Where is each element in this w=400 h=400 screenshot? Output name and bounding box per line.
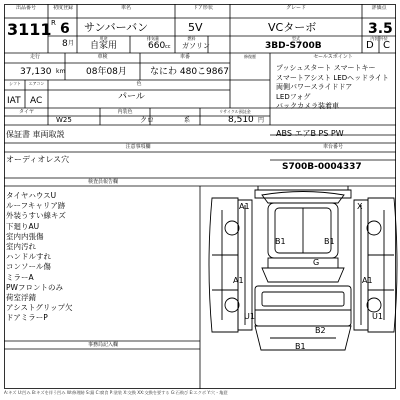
report-line: 外装うすい線キズ	[6, 211, 66, 221]
notes-value: オーディオレス穴	[6, 155, 70, 164]
plate-value: なにわ 480こ9867	[150, 67, 229, 77]
mileage-value: 37,130	[20, 67, 52, 77]
equipment-value: ABS エアB PS PW	[276, 129, 344, 138]
label-history: 修復歴	[244, 54, 256, 59]
label-aircon: エアコン	[28, 81, 45, 86]
grade-value: VCターボ	[268, 21, 317, 34]
label-tire: タイヤ	[19, 109, 34, 115]
label-year: 初度登録	[52, 5, 73, 11]
color-value: パール	[118, 92, 145, 102]
selling-point: LEDフォグ	[276, 92, 311, 101]
selling-point: スマートアシスト LEDヘッドライト	[276, 73, 389, 82]
reg-month: 8	[62, 39, 68, 49]
report-line: ドアミラーP	[6, 313, 48, 323]
label-color: 色	[136, 81, 142, 87]
damage-mark-a1-left: A1	[233, 276, 244, 285]
report-line: ルーフキャリア跡	[6, 201, 66, 211]
damage-mark-b1-left: B1	[275, 237, 286, 246]
interior-grade: D	[366, 40, 374, 51]
damage-mark-u1-left: U1	[244, 312, 255, 321]
warranty-value: 保証書 車両取説	[6, 130, 65, 139]
label-notes: 注意事項欄	[125, 144, 151, 150]
label-selling-points: セールスポイント	[313, 54, 353, 60]
report-line: 室内内張傷	[6, 231, 44, 241]
report-line: アシストグリップ欠	[6, 303, 73, 313]
label-exhibitor: 事務局記入欄	[87, 342, 118, 348]
reg-month-unit: 月	[68, 40, 75, 47]
label-fuel: 燃料	[187, 36, 196, 41]
displacement-unit: cc	[165, 44, 171, 50]
model-value: 3BD-S700B	[265, 41, 322, 51]
damage-mark-b1-bottom: B1	[295, 342, 306, 351]
label-plate: 車番	[179, 54, 190, 60]
report-line: 荷室浮錆	[6, 293, 36, 303]
car-name: サンバーバン	[84, 21, 149, 34]
score-value: 3.5	[368, 21, 393, 37]
fuel-value: ガソリン	[182, 42, 210, 50]
chassis-value: S700B-0004337	[282, 162, 362, 172]
selling-point: バックカメラ装着車	[276, 102, 339, 110]
era-mark: R	[51, 19, 56, 27]
damage-mark-a1-right: A1	[362, 276, 373, 285]
aircon-value: AC	[30, 96, 43, 106]
recycle-unit: 円	[258, 117, 265, 124]
damage-mark-u1-right: U1	[372, 312, 383, 321]
car-diagram	[209, 186, 397, 350]
label-doors: ドア形状	[193, 5, 213, 11]
trim-value: クロ	[140, 116, 154, 124]
label-int-ext: 内装 外装	[370, 36, 388, 41]
damage-mark-b1-mid: B1	[324, 237, 335, 246]
damage-mark-a1-top: A1	[239, 202, 250, 211]
reg-year: 6	[60, 21, 70, 37]
inspection-date: 08年08月	[86, 67, 127, 77]
selling-point: 両側パワースライドドア	[276, 83, 353, 91]
inspector-report-list	[6, 191, 196, 324]
label-displacement: 排気量	[147, 36, 159, 41]
door-type: 5V	[188, 21, 203, 34]
label-shift: シフト	[9, 81, 21, 86]
label-model: 型式	[292, 36, 300, 41]
label-mileage: 走行	[29, 54, 40, 60]
tire-value: W25	[56, 116, 72, 124]
damage-mark-x-top: X	[357, 202, 363, 211]
label-exhibit-no: 出品番号	[15, 5, 36, 11]
label-purpose: 用途	[99, 36, 108, 41]
label-score: 評価点	[371, 5, 387, 11]
footer-legend: A:キズ U:凹み B:キズを伴う凹み W:修理跡 S:錆 C:腐食 P:塗装 X:交換 XX:交換を要する G:石飛び E:エクボ Y:穴・亀裂	[4, 390, 228, 395]
lot-number: 3111	[7, 20, 52, 39]
exterior-grade: C	[383, 40, 390, 51]
damage-mark-b2: B2	[315, 326, 326, 335]
report-line: コンソール傷	[6, 262, 51, 272]
damage-mark-g: G	[313, 258, 320, 267]
trim-unit: 系	[184, 117, 191, 124]
selling-point: プッシュスタート スマートキー	[276, 64, 376, 72]
report-line: ミラーA	[6, 272, 34, 282]
shift-value: IAT	[7, 96, 21, 106]
label-car-name: 車名	[120, 5, 131, 11]
report-line: PWフロントのみ	[6, 282, 63, 292]
purpose-value: 自家用	[90, 41, 118, 51]
mileage-unit: km	[56, 68, 66, 75]
label-grade: グレード	[285, 5, 306, 11]
selling-points-list	[276, 64, 394, 112]
report-line: 室内汚れ	[6, 242, 36, 252]
label-inspection: 車検	[97, 54, 108, 60]
recycle-value: 8,510	[228, 115, 254, 125]
report-line: タイヤハウスU	[6, 191, 57, 200]
report-line: 下廻りAU	[6, 221, 40, 231]
label-inspector: 検査員報告欄	[87, 179, 118, 185]
label-chassis: 車台番号	[322, 144, 343, 150]
report-line: ハンドルすれ	[6, 252, 51, 262]
label-recycle: リサイクル預託金	[219, 109, 251, 114]
label-trim: 内装色	[117, 109, 133, 115]
displacement-value: 660	[148, 41, 166, 51]
